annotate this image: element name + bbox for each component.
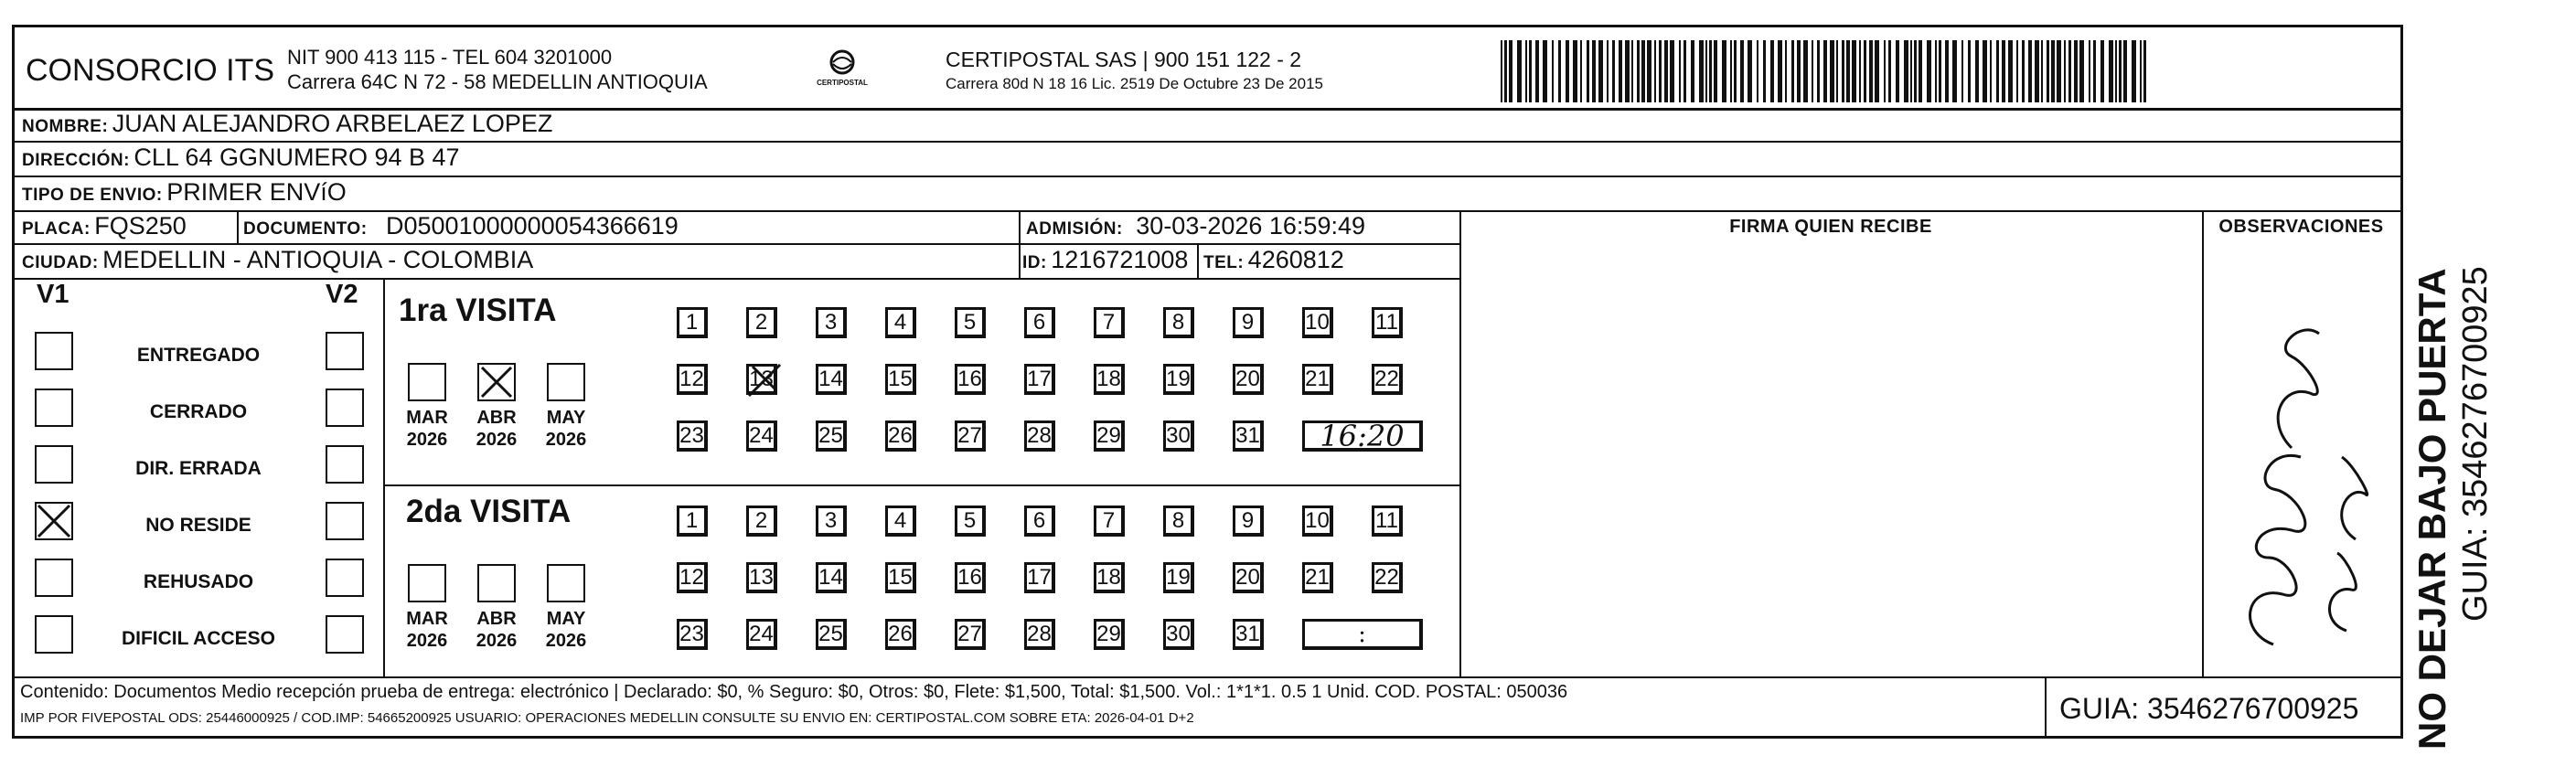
admision-row xyxy=(1026,212,1365,240)
certipostal-info: CERTIPOSTAL SAS | 900 151 122 - 2 xyxy=(946,48,1302,71)
day-box[interactable]: 30 xyxy=(1163,420,1194,452)
company-nit: NIT 900 413 115 - TEL 604 3201000 xyxy=(287,46,613,69)
direccion-value: CLL 64 GGNUMERO 94 B 47 xyxy=(134,144,460,171)
day-box[interactable]: 12 xyxy=(677,364,708,395)
v2-label: V2 xyxy=(326,280,358,309)
day-box[interactable]: 5 xyxy=(955,506,986,537)
status-label: DIR. ERRADA xyxy=(135,458,262,479)
v2-checkbox[interactable] xyxy=(326,445,364,484)
day-box[interactable]: 18 xyxy=(1094,562,1125,593)
month-checkbox[interactable] xyxy=(547,363,585,401)
no-dejar-text: NO DEJAR BAJO PUERTA xyxy=(2410,268,2453,750)
nombre-row xyxy=(22,110,552,138)
day-box[interactable]: 29 xyxy=(1094,420,1125,452)
admision-value: 30-03-2026 16:59:49 xyxy=(1136,212,1365,239)
day-box[interactable]: 1 xyxy=(677,307,708,338)
v1-checkbox[interactable] xyxy=(35,615,73,654)
nombre-value: JUAN ALEJANDRO ARBELAEZ LOPEZ xyxy=(112,110,553,137)
direccion-row xyxy=(22,144,460,172)
status-label: CERRADO xyxy=(149,401,248,422)
day-box[interactable]: 27 xyxy=(955,420,986,452)
day-box[interactable]: 16 xyxy=(955,364,986,395)
admision-label: ADMISIÓN: xyxy=(1026,219,1123,239)
documento-row xyxy=(243,212,679,240)
day-box[interactable]: 22 xyxy=(1372,562,1403,593)
tel-value: 4260812 xyxy=(1247,246,1344,273)
day-box[interactable]: 2 xyxy=(746,506,777,537)
month-label: ABR 2026 xyxy=(476,408,518,450)
day-box[interactable]: 13 xyxy=(746,562,777,593)
direccion-label: DIRECCIÓN: xyxy=(22,151,130,170)
month-label: MAY 2026 xyxy=(545,609,587,651)
day-box[interactable]: 10 xyxy=(1302,506,1333,537)
v1-checkbox[interactable] xyxy=(35,332,73,370)
guia-box: GUIA: 3546276700925 xyxy=(2059,692,2359,725)
day-box[interactable]: 8 xyxy=(1163,307,1194,338)
day-box[interactable]: 11 xyxy=(1372,506,1403,537)
day-box[interactable]: 19 xyxy=(1163,364,1194,395)
firma-label: FIRMA QUIEN RECIBE xyxy=(1729,217,1932,237)
day-box[interactable]: 14 xyxy=(816,364,847,395)
day-box[interactable]: 31 xyxy=(1233,420,1264,452)
id-value: 1216721008 xyxy=(1051,246,1189,273)
v1-label: V1 xyxy=(37,280,69,309)
tipo-envio-row xyxy=(22,178,347,207)
documento-value: D05001000000054366619 xyxy=(386,212,679,239)
day-box[interactable]: 27 xyxy=(955,619,986,650)
day-box[interactable]: 20 xyxy=(1233,562,1264,593)
month-label: MAY 2026 xyxy=(545,408,587,450)
v1-checkbox[interactable] xyxy=(35,502,73,540)
time-box[interactable]: 16:20 xyxy=(1302,420,1423,452)
v1-checkbox[interactable] xyxy=(35,559,73,597)
v2-checkbox[interactable] xyxy=(326,502,364,540)
day-box[interactable]: 6 xyxy=(1024,506,1055,537)
day-box[interactable]: 26 xyxy=(885,420,916,452)
day-box[interactable]: 10 xyxy=(1302,307,1333,338)
day-box[interactable]: 30 xyxy=(1163,619,1194,650)
month-label: ABR 2026 xyxy=(476,609,518,651)
day-box[interactable]: 25 xyxy=(816,619,847,650)
status-label: NO RESIDE xyxy=(145,515,251,536)
id-label: ID: xyxy=(1022,253,1047,272)
time-box[interactable]: : xyxy=(1302,619,1423,650)
ciudad-row xyxy=(22,246,533,274)
certipostal-license: Carrera 80d N 18 16 Lic. 2519 De Octubre 23 De 2015 xyxy=(946,75,1323,92)
side-guia-text: GUIA: 3546276700925 xyxy=(2456,266,2495,622)
placa-label: PLACA: xyxy=(22,219,91,239)
day-box[interactable]: 23 xyxy=(677,420,708,452)
side-warning xyxy=(2410,266,2496,750)
v2-checkbox[interactable] xyxy=(326,388,364,427)
day-box[interactable]: 19 xyxy=(1163,562,1194,593)
tipo-envio-value: PRIMER ENVíO xyxy=(166,178,347,206)
month-checkbox[interactable] xyxy=(408,564,446,602)
day-box[interactable]: 26 xyxy=(885,619,916,650)
day-box[interactable]: 6 xyxy=(1024,307,1055,338)
logo-text: CERTIPOSTAL xyxy=(817,79,868,87)
day-box[interactable]: 21 xyxy=(1302,562,1333,593)
day-box[interactable]: 3 xyxy=(816,307,847,338)
day-box[interactable]: 12 xyxy=(677,562,708,593)
day-box[interactable]: 21 xyxy=(1302,364,1333,395)
ciudad-label: CIUDAD: xyxy=(22,253,99,272)
day-box[interactable]: 7 xyxy=(1094,307,1125,338)
day-box[interactable]: 11 xyxy=(1372,307,1403,338)
day-box[interactable]: 29 xyxy=(1094,619,1125,650)
day-box[interactable]: 5 xyxy=(955,307,986,338)
day-box[interactable]: 1 xyxy=(677,506,708,537)
v2-checkbox[interactable] xyxy=(326,615,364,654)
day-box[interactable]: 7 xyxy=(1094,506,1125,537)
barcode xyxy=(1501,40,2150,102)
month-checkbox[interactable] xyxy=(408,363,446,401)
day-box[interactable]: 9 xyxy=(1233,506,1264,537)
observaciones-label: OBSERVACIONES xyxy=(2218,217,2384,237)
v2-checkbox[interactable] xyxy=(326,332,364,370)
day-box[interactable]: 15 xyxy=(885,562,916,593)
month-checkbox[interactable] xyxy=(547,564,585,602)
day-box[interactable]: 17 xyxy=(1024,364,1055,395)
day-box[interactable]: 31 xyxy=(1233,619,1264,650)
day-box[interactable]: 4 xyxy=(885,506,916,537)
month-checkbox[interactable] xyxy=(477,564,516,602)
month-label: MAR 2026 xyxy=(406,609,448,651)
day-box[interactable]: 2 xyxy=(746,307,777,338)
nombre-label: NOMBRE: xyxy=(22,117,109,136)
footer-print-info: IMP POR FIVEPOSTAL ODS: 25446000925 / COD.IMP: 54665200925 USUARIO: OPERACIONES MEDELLIN CONSULTE SU ENVIO EN: CERTIPOSTAL.COM SOBRE ETA: 2026-04-01 D+2 xyxy=(20,710,1194,726)
day-box[interactable]: 22 xyxy=(1372,364,1403,395)
day-box[interactable]: 17 xyxy=(1024,562,1055,593)
day-box[interactable]: 3 xyxy=(816,506,847,537)
day-box[interactable]: 24 xyxy=(746,420,777,452)
day-box[interactable]: 28 xyxy=(1024,420,1055,452)
day-box[interactable]: 25 xyxy=(816,420,847,452)
placa-row xyxy=(22,212,187,240)
day-box[interactable]: 13 xyxy=(746,364,777,395)
day-box[interactable]: 18 xyxy=(1094,364,1125,395)
second-visit-title: 2da VISITA xyxy=(406,494,572,529)
company-address: Carrera 64C N 72 - 58 MEDELLIN ANTIOQUIA xyxy=(287,70,708,93)
month-label: MAR 2026 xyxy=(406,408,448,450)
tel-label: TEL: xyxy=(1203,253,1245,272)
month-checkbox[interactable] xyxy=(477,363,516,401)
day-box[interactable]: 8 xyxy=(1163,506,1194,537)
status-label: DIFICIL ACCESO xyxy=(121,628,275,649)
day-box[interactable]: 15 xyxy=(885,364,916,395)
company-name: CONSORCIO ITS xyxy=(26,53,275,88)
id-row xyxy=(1022,246,1188,274)
documento-label: DOCUMENTO: xyxy=(243,219,368,239)
day-box[interactable]: 9 xyxy=(1233,307,1264,338)
placa-value: FQS250 xyxy=(94,212,187,239)
ciudad-value: MEDELLIN - ANTIOQUIA - COLOMBIA xyxy=(102,246,534,273)
day-box[interactable]: 4 xyxy=(885,307,916,338)
handwritten-signature xyxy=(2218,283,2392,667)
v1-checkbox[interactable] xyxy=(35,445,73,484)
status-label: ENTREGADO xyxy=(136,345,261,366)
day-box[interactable]: 28 xyxy=(1024,619,1055,650)
v1-checkbox[interactable] xyxy=(35,388,73,427)
first-visit-title: 1ra VISITA xyxy=(399,293,557,328)
day-box[interactable]: 16 xyxy=(955,562,986,593)
day-box[interactable]: 20 xyxy=(1233,364,1264,395)
status-label: REHUSADO xyxy=(143,571,254,592)
footer-content: Contenido: Documentos Medio recepción prueba de entrega: electrónico | Declarado: $0, % Seguro: $0, Otros: $0, Flete: $1,500, Total: $1,500. Vol.: 1*1*1. 0.5 1 Unid. COD. POSTAL: 050036 xyxy=(20,682,1568,702)
v2-checkbox[interactable] xyxy=(326,559,364,597)
day-box[interactable]: 23 xyxy=(677,619,708,650)
day-box[interactable]: 24 xyxy=(746,619,777,650)
delivery-form xyxy=(12,25,2403,739)
certipostal-logo xyxy=(815,44,870,99)
day-box[interactable]: 14 xyxy=(816,562,847,593)
tipo-envio-label: TIPO DE ENVIO: xyxy=(22,186,163,205)
tel-row xyxy=(1203,246,1344,274)
